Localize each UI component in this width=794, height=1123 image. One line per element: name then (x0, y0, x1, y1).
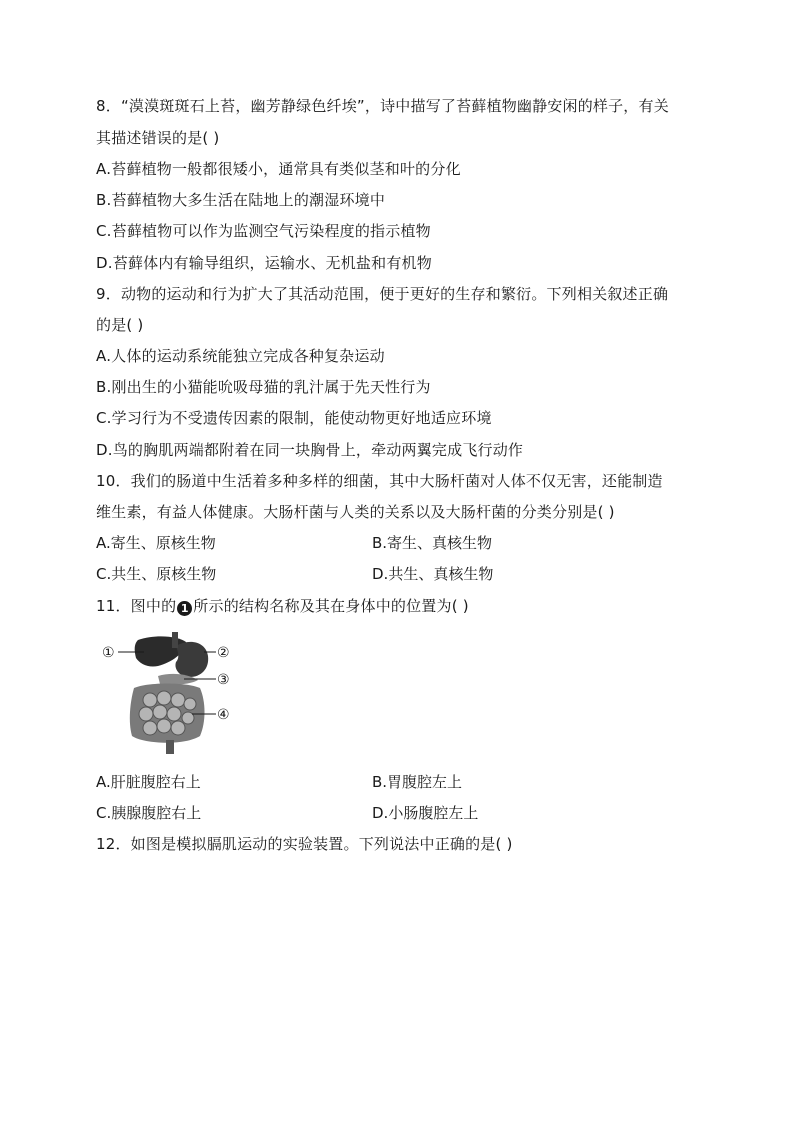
q8-option-c: C.苔藓植物可以作为监测空气污染程度的指示植物 (96, 222, 431, 240)
q10-option-c: C.共生、原核生物 (96, 565, 217, 583)
q8-option-a: A.苔藓植物一般都很矮小，通常具有类似茎和叶的分化 (96, 160, 461, 178)
q11-stem-suffix: 所示的结构名称及其在身体中的位置为( ) (193, 597, 469, 615)
q8-stem-line2: 其描述错误的是( ) (96, 129, 220, 147)
q11-option-a: A.肝脏腹腔右上 (96, 773, 201, 791)
q10-option-a: A.寄生、原核生物 (96, 534, 216, 552)
q8-option-d: D.苔藓体内有输导组织，运输水、无机盐和有机物 (96, 254, 432, 272)
stomach-shape (175, 642, 208, 677)
q10-stem-line1: 10．我们的肠道中生活着多种多样的细菌，其中大肠杆菌对人体不仅无害，还能制造 (96, 472, 663, 490)
q11-stem (96, 596, 469, 616)
q10-stem-line2: 维生素，有益人体健康。大肠杆菌与人类的关系以及大肠杆菌的分类分别是( ) (96, 503, 615, 521)
q9-stem-line1: 9．动物的运动和行为扩大了其活动范围，便于更好的生存和繁衍。下列相关叙述正确 (96, 285, 669, 303)
q9-stem-line2: 的是( ) (96, 316, 144, 334)
q9-option-d: D.鸟的胸肌两端都附着在同一块胸骨上，牵动两翼完成飞行动作 (96, 441, 524, 459)
q8-stem-line1: 8．“漠漠斑斑石上苔，幽芳静绿色纤埃”，诗中描写了苔藓植物幽静安闲的样子，有关 (96, 97, 669, 115)
q11-option-c: C.胰腺腹腔右上 (96, 804, 202, 822)
q11-stem-mark: 1 (177, 601, 192, 616)
q8-option-b: B.苔藓植物大多生活在陆地上的潮湿环境中 (96, 191, 386, 209)
rectum-shape (166, 740, 174, 754)
q11-stem-prefix: 11．图中的 (96, 597, 177, 615)
q10-option-d: D.共生、真核生物 (372, 565, 494, 583)
q9-option-a: A.人体的运动系统能独立完成各种复杂运动 (96, 347, 385, 365)
q11-option-b: B.胃腹腔左上 (372, 773, 463, 791)
digestive-system-figure (100, 632, 240, 757)
figure-label-4: ④ (217, 707, 230, 723)
esophagus-shape (172, 632, 178, 648)
figure-label-2: ② (217, 645, 230, 661)
q10-option-b: B.寄生、真核生物 (372, 534, 493, 552)
q11-option-d: D.小肠腹腔左上 (372, 804, 479, 822)
q9-option-b: B.刚出生的小猫能吮吸母猫的乳汁属于先天性行为 (96, 378, 431, 396)
figure-label-3: ③ (217, 672, 230, 688)
figure-label-1: ① (102, 645, 115, 661)
q12-stem: 12．如图是模拟膈肌运动的实验装置。下列说法中正确的是( ) (96, 835, 513, 853)
q9-option-c: C.学习行为不受遗传因素的限制，能使动物更好地适应环境 (96, 409, 492, 427)
